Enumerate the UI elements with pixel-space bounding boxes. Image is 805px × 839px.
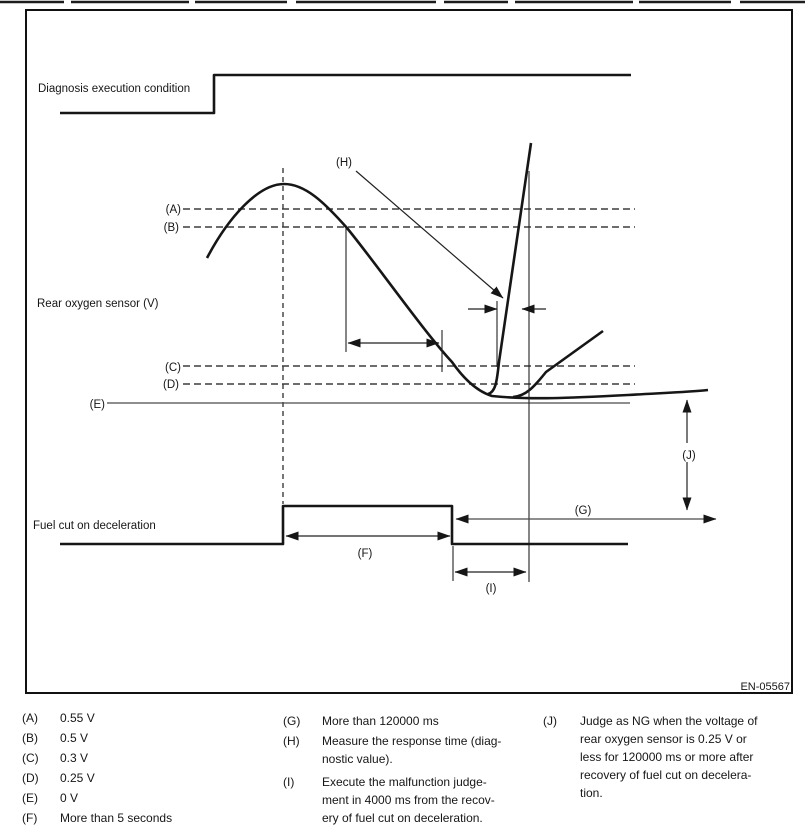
marker-f-label: (F): [357, 548, 373, 560]
legend-tag: (C): [22, 751, 39, 765]
legend-text: 0 V: [60, 791, 79, 805]
legend-text: More than 120000 ms: [322, 714, 439, 728]
oxygen-signal-label: Rear oxygen sensor (V): [37, 298, 159, 310]
legend-item-d: [22, 772, 272, 785]
legend-item-a: [22, 712, 272, 725]
fuel-cut-signal-label: Fuel cut on deceleration: [33, 520, 156, 532]
legend-text: 0.55 V: [60, 711, 95, 725]
legend-tag: (J): [543, 714, 557, 728]
legend-item-g: [283, 712, 523, 730]
legend-text: Execute the malfunction judge- ment in 4000 ms from the recov- ery of fuel cut on deceleration.: [322, 775, 495, 825]
marker-h-label: (H): [336, 157, 352, 169]
legend-item-e: [22, 792, 272, 805]
legend-item-c: [22, 752, 272, 765]
o2-spike-trace: [488, 143, 531, 394]
legend-text: 0.25 V: [60, 771, 95, 785]
marker-g-label: (G): [574, 505, 592, 517]
legend-tag: (E): [22, 791, 38, 805]
legend-tag: (H): [283, 734, 300, 748]
marker-j-label: (J): [682, 450, 696, 462]
legend-text: Judge as NG when the voltage of rear oxygen sensor is 0.25 V or less for 120000 ms or more after recovery of fuel cut on decelera- tion.: [580, 714, 758, 800]
legend-item-j: [543, 712, 793, 802]
o2-recovery-trace: [513, 331, 603, 397]
figure-code-label: EN-05567: [740, 681, 790, 693]
legend-item-h: [283, 732, 523, 768]
legend-text: 0.5 V: [60, 731, 89, 745]
h-pointer-arrow: [356, 171, 503, 298]
marker-d-label: (D): [163, 379, 179, 391]
marker-i-label: (I): [485, 583, 497, 595]
legend-column-3: [543, 712, 793, 802]
legend-text: 0.3 V: [60, 751, 89, 765]
marker-a-label: (A): [165, 204, 181, 216]
legend-column-1: [22, 712, 272, 832]
legend-item-b: [22, 732, 272, 745]
legend-tag: (G): [283, 714, 301, 728]
marker-c-label: (C): [165, 362, 181, 374]
legend-text: More than 5 seconds: [60, 811, 173, 825]
legend-text: Measure the response time (diag- nostic value).: [322, 734, 502, 766]
legend-tag: (B): [22, 731, 38, 745]
legend-item-f: [22, 812, 272, 825]
diagnosis-signal-label: Diagnosis execution condition: [38, 83, 191, 95]
legend-tag: (F): [22, 811, 38, 825]
legend-column-2: [283, 712, 523, 829]
legend-tag: (I): [283, 775, 295, 789]
legend-tag: (D): [22, 771, 39, 785]
legend-item-i: [283, 773, 523, 827]
marker-b-label: (B): [163, 222, 179, 234]
legend-tag: (A): [22, 711, 38, 725]
marker-e-label: (E): [89, 399, 105, 411]
